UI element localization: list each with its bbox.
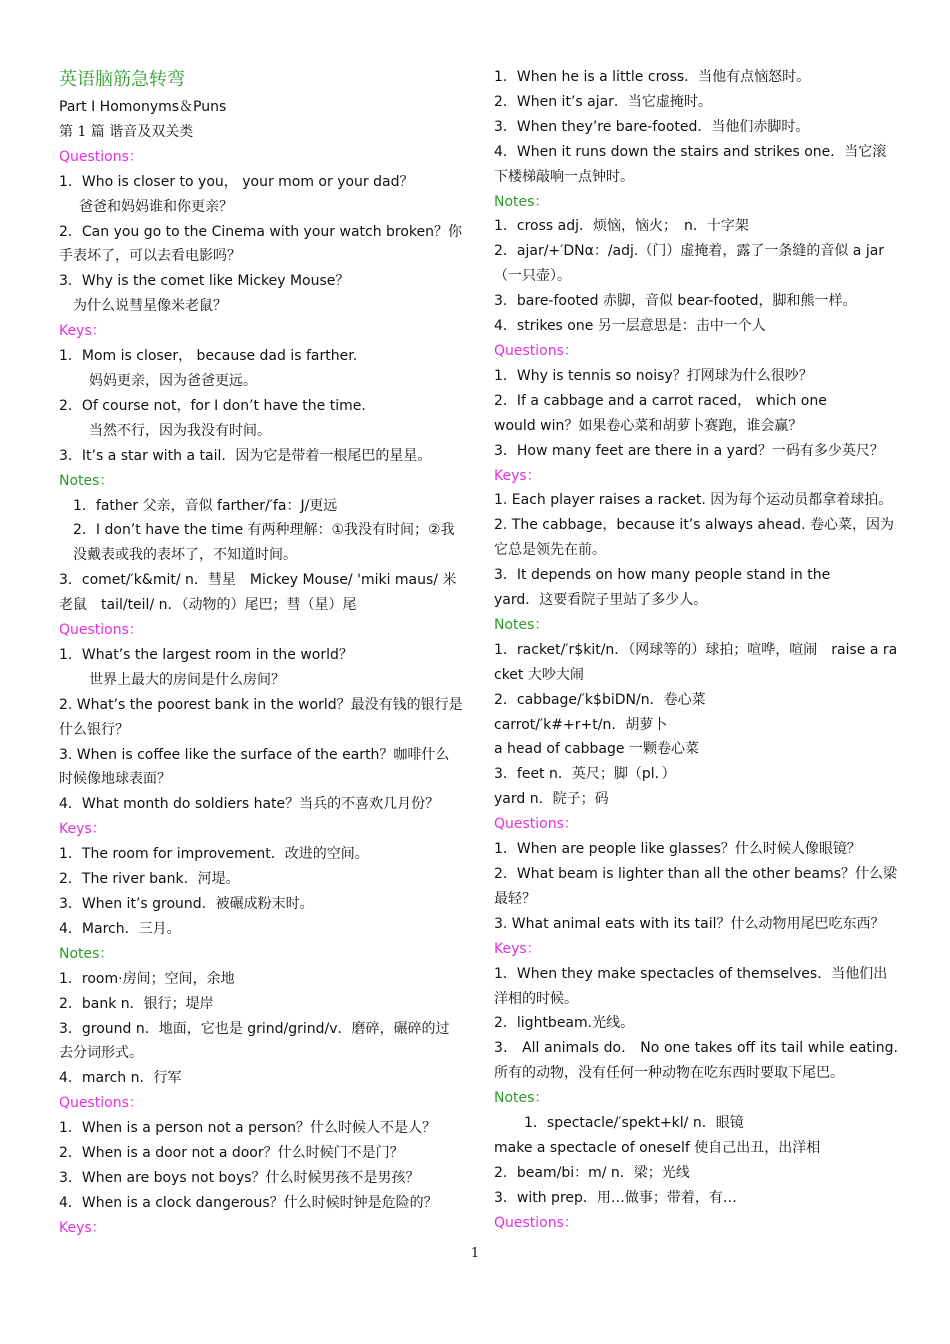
text-line: 2. The cabbage，because it’s always ahead. 卷心菜，因为它总是领先在前。: [494, 517, 894, 559]
text-line: 2．bank n．银行；堤岸: [59, 995, 214, 1012]
text-line: 3．comet/′k&mit/ n．彗星 Mickey Mouse/ 'miki maus/ 米老鼠 tail/teil/ n．（动物的）尾巴；彗（星）尾: [59, 572, 457, 614]
text-line: 3．When are boys not boys？什么时候男孩不是男孩？: [59, 1169, 420, 1186]
text-line: 当然不行，因为我没有时间。: [89, 422, 271, 439]
section-heading: Questions：: [494, 342, 578, 359]
section-heading: Keys：: [59, 323, 106, 340]
text-line: 妈妈更亲，因为爸爸更远。: [89, 372, 257, 389]
text-line: 1．The room for improvement．改进的空间。: [59, 846, 369, 863]
left-column: [59, 65, 463, 1241]
text-line: 4．strikes one 另一层意思是：击中一个人: [494, 318, 766, 335]
text-line: 1．Why is tennis so noisy？打网球为什么很吵？: [494, 367, 813, 384]
text-line: 3．feet n．英尺；脚（pl．）: [494, 766, 676, 783]
text-line: yard n．院子；码: [494, 791, 609, 808]
right-column: [494, 65, 903, 1236]
text-line: make a spectacle of oneself 使自己出丑，出洋相: [494, 1139, 821, 1156]
text-line: 3．When it’s ground．被碾成粉末时。: [59, 896, 314, 912]
text-line: 4．March．三月。: [59, 920, 181, 937]
text-line: 4．march n．行军: [59, 1070, 182, 1087]
text-line: 2．When it’s ajar．当它虚掩时。: [494, 93, 712, 110]
section-heading: Notes：: [494, 193, 549, 210]
text-line: 为什么说彗星像米老鼠？: [73, 298, 227, 315]
section-heading: Keys：: [59, 821, 106, 838]
text-line: 1．What’s the largest room in the world？: [59, 646, 353, 663]
text-line: 1．father 父亲，音似 farther/′fa：J/更远: [73, 497, 338, 514]
text-line: 1．room·房间；空间，余地: [59, 970, 235, 987]
text-line: 爸爸和妈妈谁和你更亲？: [79, 198, 233, 215]
text-line: 1．Mom is closer， because dad is farther.: [59, 348, 358, 365]
text-line: a head of cabbage 一颗卷心菜: [494, 741, 699, 758]
text-line: 2．I don’t have the time 有两种理解：①我没有时间；②我没戴表或我的表坏了，不知道时间。: [73, 522, 455, 564]
text-line: 4．When is a clock dangerous？什么时候时钟是危险的？: [59, 1194, 438, 1211]
section-heading: Keys：: [494, 940, 541, 957]
part-heading: Part I Homonyms＆Puns: [59, 99, 227, 115]
document-title: 英语脑筋急转弯: [59, 69, 185, 90]
section-heading: Notes：: [59, 945, 114, 962]
text-line: 1．spectacle/′spekt+kl/ n．眼镜: [524, 1115, 744, 1132]
text-line: 2．When is a door not a door？什么时候门不是门？: [59, 1145, 404, 1162]
text-line: 3．with prep．用…做事；带着，有…: [494, 1189, 737, 1206]
section-heading: Notes：: [59, 472, 114, 489]
text-line: 1．Who is closer to you， your mom or your dad？: [59, 173, 414, 190]
text-line: 3．Why is the comet like Mickey Mouse？: [59, 273, 350, 290]
section-heading: Keys：: [59, 1219, 106, 1236]
section-heading: Questions：: [494, 1214, 578, 1231]
chapter-heading: 第 1 篇 谐音及双关类: [59, 123, 194, 140]
text-line: 3. When is coffee like the surface of the earth？咖啡什么时候像地球表面？: [59, 746, 450, 788]
text-line: 4．What month do soldiers hate？当兵的不喜欢几月份？: [59, 796, 440, 813]
text-line: 2．Of course not，for I don’t have the time.: [59, 397, 366, 414]
section-heading: Questions：: [59, 148, 143, 165]
page-number: 1: [470, 1246, 480, 1261]
text-line: 3．It depends on how many people stand in the: [494, 567, 831, 584]
text-line: 2．The river bank．河堤。: [59, 871, 240, 888]
text-line: would win？如果卷心菜和胡萝卜赛跑，谁会赢？: [494, 417, 803, 434]
text-line: 1．When are people like glasses？什么时候人像眼镜？: [494, 841, 861, 858]
section-heading: Notes：: [494, 616, 549, 633]
text-line: 3．When they’re bare-footed．当他们赤脚时。: [494, 118, 810, 135]
text-line: 1. Each player raises a racket. 因为每个运动员都拿着球拍。: [494, 492, 893, 509]
text-line: 1．When he is a little cross．当他有点恼怒时。: [494, 69, 811, 85]
left-column-lines: [59, 145, 463, 1241]
text-line: 2．lightbeam.光线。: [494, 1015, 635, 1032]
section-heading: Questions：: [494, 816, 578, 833]
text-line: 1．When is a person not a person？什么时候人不是人？: [59, 1120, 437, 1137]
text-line: yard．这要看院子里站了多少人。: [494, 592, 708, 609]
right-column-lines: [494, 65, 903, 1236]
text-line: 2. What’s the poorest bank in the world？最没有钱的银行是什么银行？: [59, 696, 463, 738]
text-line: 1．When they make spectacles of themselves．当他们出洋相的时候。: [494, 965, 888, 1007]
section-heading: Questions：: [59, 1095, 143, 1112]
text-line: 2．What beam is lighter than all the other beams？什么梁最轻？: [494, 866, 898, 907]
text-line: 2．Can you go to the Cinema with your watch broken？你手表坏了，可以去看电影吗？: [59, 223, 463, 265]
text-line: 世界上最大的房间是什么房间？: [89, 671, 285, 688]
text-line: 4．When it runs down the stairs and strikes one．当它滚下楼梯敲响一点钟时。: [494, 143, 887, 185]
text-line: 2．cabbage/′k$biDN/n．卷心菜: [494, 691, 706, 708]
text-line: 3. What animal eats with its tail？什么动物用尾巴吃东西？: [494, 915, 885, 932]
text-line: 3． All animals do． No one takes off its tail while eating. 所有的动物，没有任何一种动物在吃东西时要取下尾巴。: [494, 1040, 903, 1082]
section-heading: Questions：: [59, 622, 143, 639]
text-line: 2．beam/bi：m/ n．梁；光线: [494, 1164, 690, 1181]
text-line: 2．ajar/+′DNα：/adj.（门）虚掩着，露了一条缝的音似 a jar（一只壶）。: [494, 243, 885, 285]
text-line: carrot/′k#+r+t/n．胡萝卜: [494, 716, 668, 733]
section-heading: Notes：: [494, 1090, 549, 1107]
text-line: 1．racket/′r$kit/n．（网球等的）球拍；喧哗，喧闹 raise a racket 大吵大闹: [494, 641, 898, 683]
text-line: 3．ground n．地面，它也是 grind/grind/v．磨碎，碾碎的过去分词形式。: [59, 1020, 450, 1062]
text-line: 3．bare-footed 赤脚，音似 bear-footed，脚和熊一样。: [494, 293, 857, 310]
text-line: 1．cross adj．烦恼，恼火； n．十字架: [494, 218, 749, 235]
text-line: 3．How many feet are there in a yard？一码有多少英尺？: [494, 442, 884, 459]
text-line: 3．It’s a star with a tail．因为它是带着一根尾巴的星星。: [59, 447, 432, 464]
section-heading: Keys：: [494, 467, 541, 484]
text-line: 2．If a cabbage and a carrot raced， which one: [494, 392, 827, 409]
